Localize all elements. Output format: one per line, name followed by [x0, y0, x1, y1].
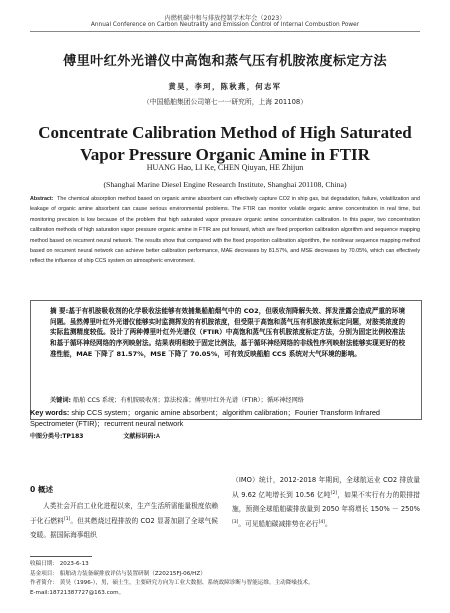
abstract-cn	[50, 306, 405, 360]
authors-cn: 黄昊，李珂，陈秋燕，何志军	[168, 82, 282, 91]
paper-title-en	[0, 122, 450, 166]
doc-code-label: 文献标识码:	[123, 433, 156, 440]
authors-en: HUANG Hao, LI Ke, CHEN Qiuyan, HE Zhijun	[146, 163, 304, 172]
affiliation-cn: （中国船舶集团公司第七一一研究所，上海 201108）	[142, 98, 308, 106]
footnote-email: E-mail:18721387727@163.com。	[30, 589, 125, 596]
classification-line	[30, 431, 420, 440]
section-heading: 0 概述	[30, 485, 54, 494]
affiliation-en: (Shanghai Marine Diesel Engine Research Institute, Shanghai 201108, China)	[103, 180, 347, 189]
keywords-en-text: ship CCS system；organic amine absorbent；algorithm calibration；Fourier Transform Infrared Spectrometer (FTIR)；recurrent neural network	[30, 408, 380, 428]
clc-value: TP183	[62, 433, 84, 440]
footnote-rule	[30, 556, 92, 557]
abstract-en-text: The chemical absorption method based on organic amine absorbent can effectively capture CO2 in ship gas, but degradation, failure, volatilization and leakage of organic amine absorbent can cause serious environmental problems. The FTIR can monitor volatile organic amine concentration in real time, but monitoring precision is low because of the problem that high saturated vapor pressure organic amine concentration calibration. In this paper, two concentration calibration methods of high saturation vapor pressure organic amine in FTIR are put forward, which are fixed proportion calibration algorithm and sequence mapping method based on recurrent neural network. The results show that compared with the fixed proportion calibration algorithm, the nonlinear sequence mapping method based on recurrent neural network can achieve better calibration performance, MAE decreases by 81.57%, and MSE decreases by 70.05%, which can effectively reflect the influence of ship CCS system on atmospheric environment.	[30, 196, 420, 265]
running-header-cn: 内燃机碳中和与排放控制学术年会（2023）	[164, 15, 286, 22]
footnote-author: 作者简介： 黄昊（1996-），男，硕士生，主要研究方向为工业大数据、系统故障诊断与智能运维。主动降噪技术。	[30, 580, 314, 587]
paper-title-en-line2: Vapor Pressure Organic Amine in FTIR	[80, 145, 370, 164]
paper-title-en-line1: Concentrate Calibration Method of High Saturated	[38, 123, 412, 142]
abstract-cn-text: 基于有机胺吸收剂的化学吸收法能够有效捕集船舶烟气中的 CO2，但吸收剂降解失效、挥发泄露会造成严重的环境问题。虽然傅里叶红外光谱仪能够实时监测挥发的有机胺浓度，但受限于高饱和蒸气压有机胺浓度标定问题，对胺类浓度的实际监测精度较低。设计了两种傅里叶红外光谱仪（FTIR）中高饱和蒸气压有机胺浓度标定方法，分别为固定比例校准法和基于循环神经网络的序列映射法。结果表明相较于固定比例法，基于循环神经网络的非线性序列映射法能够实现更好的校准性能，MAE 下降了 81.57%，MSE 下降了 70.05%，可有效反映船舶 CCS 系统对大气环境的影响。	[50, 307, 405, 358]
keywords-cn-label: 关键词:	[50, 397, 72, 404]
footnote-received: 收稿日期： 2023-6-13	[30, 561, 89, 567]
footnote-fund: 基金项目： 船舶动力装备碳排放评估与装置研制（Z20215FJ-06/HZ）	[30, 570, 206, 577]
running-header-en: Annual Conference on Carbon Neutrality and Emission Control of Internal Combustion Power	[90, 22, 360, 28]
body-text-right-column: （IMO）统计，2012-2018 年期间，全球航运业 CO2 排放量从 9.62 亿吨增长到 10.56 亿吨[2]，如果不实行有力的限排措施，预测全球船舶碳排放量到 2050 年将增长 150% － 250%[3]。可见船舶碳减排势在必行[4]。	[232, 476, 420, 529]
abstract-cn-label: 摘 要:	[50, 307, 69, 315]
keywords-cn-text: 船舶 CCS 系统；有机胺吸收剂；算法校准；傅里叶红外光谱（FTIR）；循环神经网络	[73, 397, 304, 404]
body-text-left-column: 人类社会开启工业化进程以来，生产生活所需能量极度依赖于化石燃料[1]。但其燃烧过程排放的 CO2 显著加剧了全球气候变暖。据国际海事组织	[30, 502, 218, 539]
keywords-cn	[50, 395, 405, 404]
footnotes	[30, 560, 430, 598]
keywords-en-label: Key words:	[30, 408, 70, 417]
abstract-en	[30, 194, 420, 267]
paper-title-cn: 傅里叶红外光谱仪中高饱和蒸气压有机胺浓度标定方法	[63, 54, 387, 69]
header-rule	[30, 31, 420, 32]
doc-code-value: A	[155, 433, 160, 440]
clc-label: 中图分类号:	[30, 433, 63, 440]
abstract-en-label: Abstract:	[30, 196, 54, 202]
keywords-en	[30, 408, 420, 430]
